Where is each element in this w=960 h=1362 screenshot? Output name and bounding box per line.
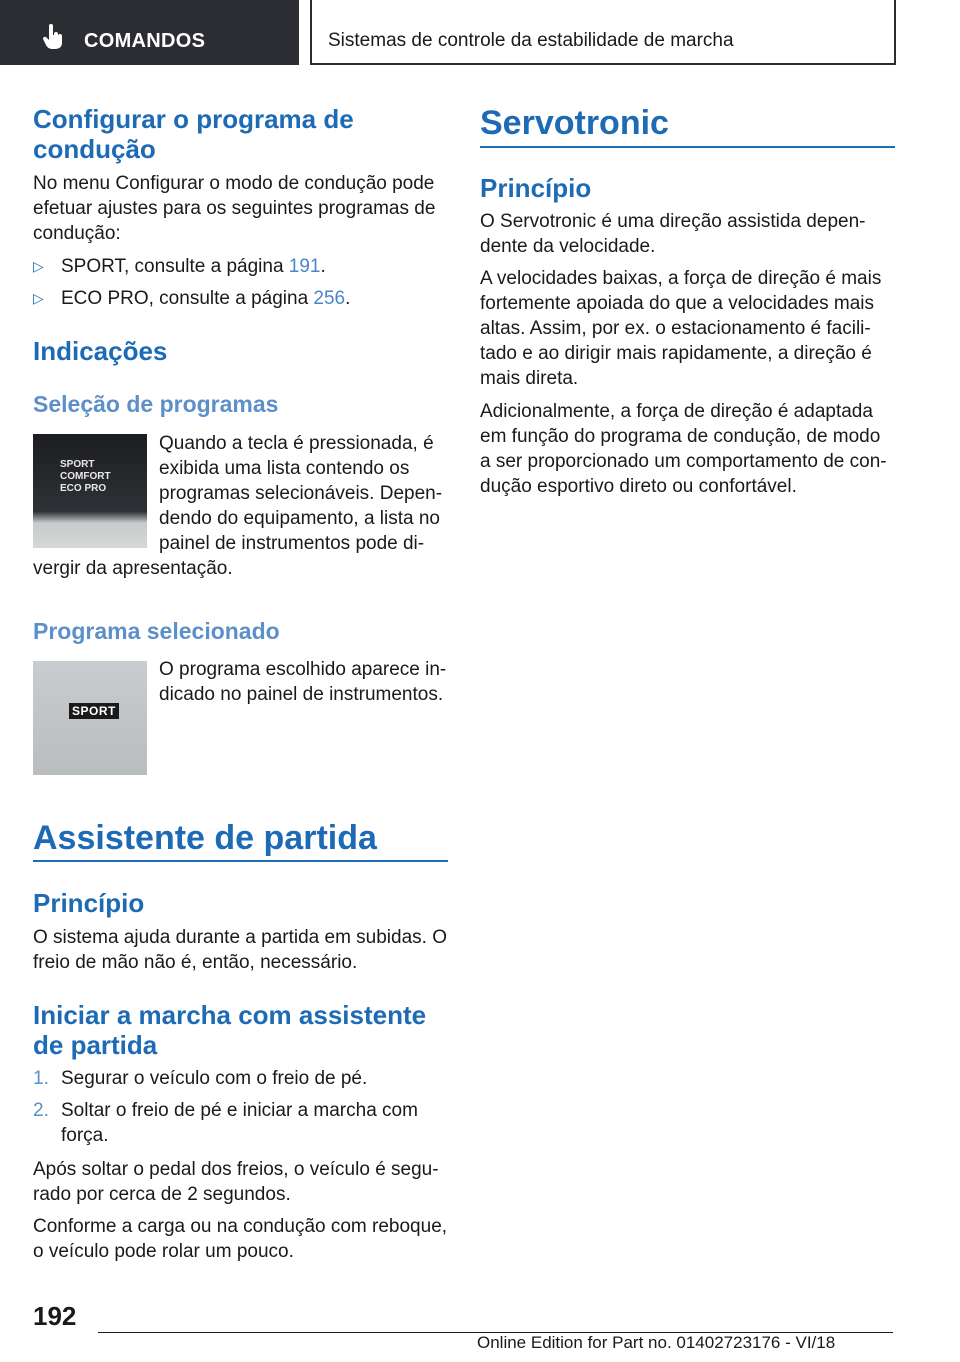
assistente-heading: Assistente de partida bbox=[33, 819, 377, 857]
chapter-title: Sistemas de controle da estabilidade de marcha bbox=[328, 30, 734, 51]
principio-body-left: O sistema ajuda durante a partida em subidas. O freio de mão não é, então, necessário. bbox=[33, 927, 448, 973]
iniciar-heading: Iniciar a marcha com assistente de partida bbox=[33, 1000, 427, 1060]
program-list-image: SPORT COMFORT ECO PRO bbox=[33, 434, 147, 548]
selecao-body-tail: vergir da apresentação. bbox=[33, 558, 233, 579]
page-link[interactable]: 256 bbox=[313, 288, 346, 309]
selecao-heading: Seleção de programas bbox=[33, 391, 279, 417]
hand-pointer-icon bbox=[42, 24, 64, 50]
servotronic-para-3: Adicionalmente, a força de direção é adaptada em função do programa de condução, de modo a ser proporcionado um comportamento de con- dução esportivo direto ou confortável. bbox=[480, 401, 887, 497]
after-para-2: Conforme a carga ou na condução com reboque, o veículo pode rolar um pouco. bbox=[33, 1216, 448, 1262]
selecionado-heading: Programa selecionado bbox=[33, 618, 280, 644]
triangle-bullet-icon: ▷ bbox=[33, 258, 44, 274]
config-heading: Configurar o programa de condução bbox=[33, 104, 354, 164]
principio-heading-right: Princípio bbox=[480, 173, 592, 203]
section-label: COMANDOS bbox=[84, 30, 206, 52]
principio-heading-left: Princípio bbox=[33, 888, 145, 918]
page-link[interactable]: 191 bbox=[288, 256, 321, 277]
heading-rule bbox=[33, 860, 448, 862]
heading-rule bbox=[480, 146, 895, 148]
config-body: No menu Configurar o modo de condução pode efetuar ajustes para os seguintes programas de condução: bbox=[33, 173, 436, 244]
servotronic-para-1: O Servotronic é uma direção assistida depen- dente da velocidade. bbox=[480, 211, 866, 257]
indicacoes-heading: Indicações bbox=[33, 336, 168, 366]
selecao-body: Quando a tecla é pressionada, é exibida uma lista contendo os programas selecionáveis. Depen- dendo do equipamento, a lista no painel de instrumentos pode di- bbox=[159, 433, 443, 554]
selected-program-image: SPORT bbox=[33, 661, 147, 775]
servotronic-heading: Servotronic bbox=[480, 104, 669, 142]
triangle-bullet-icon: ▷ bbox=[33, 290, 44, 306]
section-tab bbox=[0, 0, 299, 65]
page-number: 192 bbox=[33, 1301, 77, 1331]
selecionado-body: O programa escolhido aparece in- dicado no painel de instrumentos. bbox=[159, 659, 447, 705]
chapter-header bbox=[310, 0, 896, 65]
edition-footer: Online Edition for Part no. 01402723176 - VI/18 bbox=[477, 1333, 836, 1352]
servotronic-para-2: A velocidades baixas, a força de direção é mais fortemente apoiada do que a velocidades mais altas. Assim, por ex. o estacionamento é facili- tado e ao dirigir mais rapidamente, a direção é mais direta. bbox=[480, 268, 882, 389]
after-para-1: Após soltar o pedal dos freios, o veículo é segu- rado por cerca de 2 segundos. bbox=[33, 1159, 439, 1205]
